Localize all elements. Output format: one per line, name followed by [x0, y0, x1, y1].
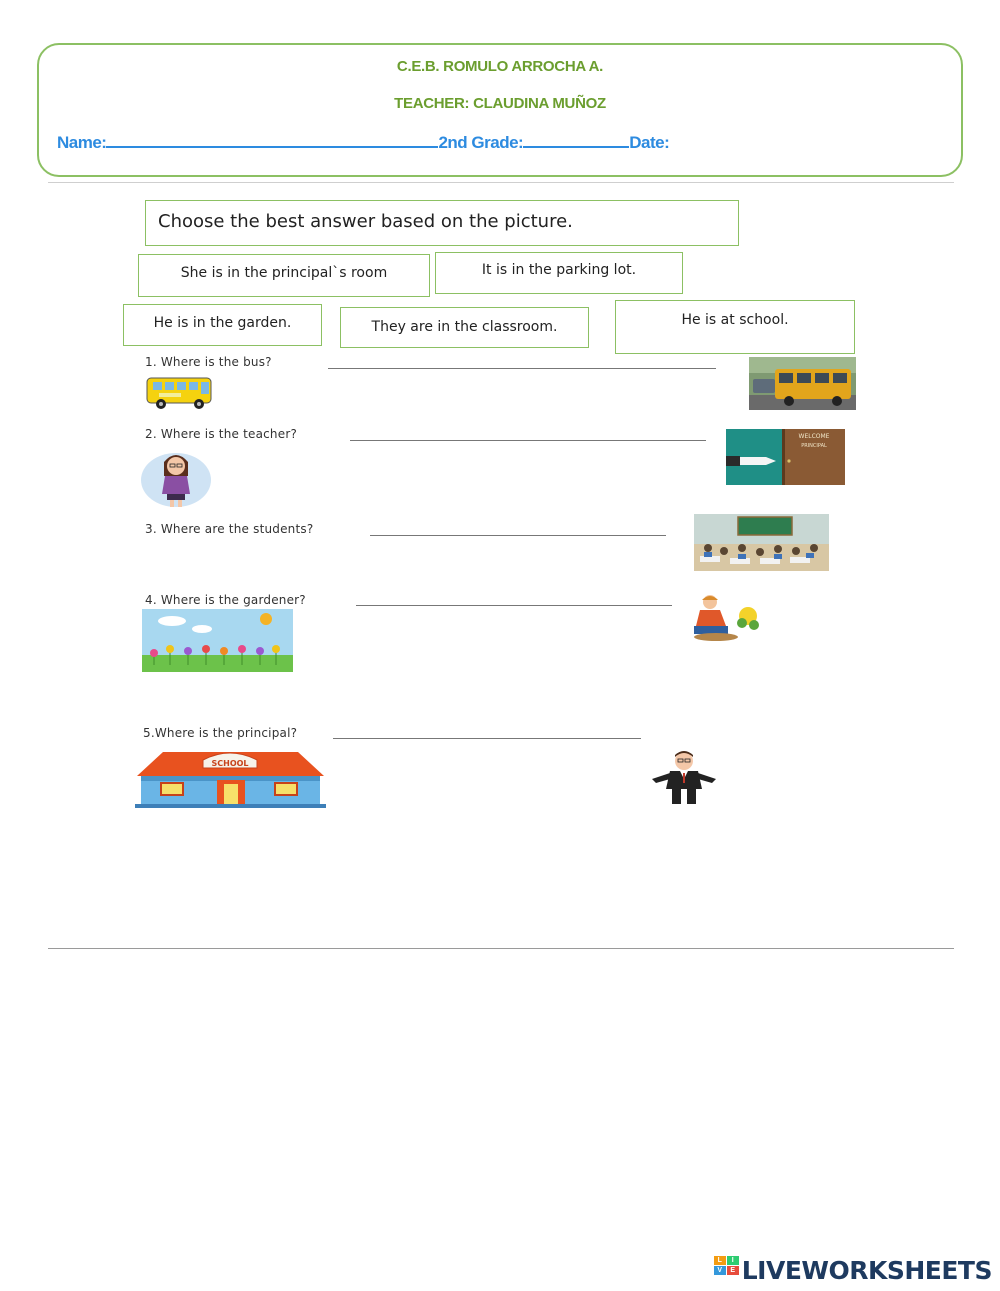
option-classroom[interactable]: They are in the classroom. — [340, 307, 589, 348]
option-parking-lot[interactable]: It is in the parking lot. — [435, 252, 683, 294]
date-label: Date: — [629, 133, 670, 152]
option-principals-room[interactable]: She is in the principal`s room — [138, 254, 430, 297]
question-3: 3. Where are the students? — [145, 522, 314, 536]
liveworksheets-logo — [714, 1256, 992, 1285]
answer-blank-1[interactable] — [328, 368, 716, 369]
instruction-box: Choose the best answer based on the picture. — [145, 200, 739, 246]
question-4: 4. Where is the gardener? — [145, 593, 306, 607]
parking-lot-photo — [749, 357, 856, 410]
principal-room-photo — [726, 429, 845, 485]
answer-blank-5[interactable] — [333, 738, 641, 739]
header-divider — [48, 182, 954, 183]
classroom-photo — [694, 514, 829, 571]
grade-label: 2nd Grade: — [438, 133, 524, 152]
option-garden[interactable]: He is in the garden. — [123, 304, 322, 346]
option-at-school[interactable]: He is at school. — [615, 300, 855, 354]
answer-blank-4[interactable] — [356, 605, 672, 606]
school-building-icon — [135, 746, 326, 808]
door-sign-subtext: PRINCIPAL — [801, 443, 827, 449]
question-1: 1. Where is the bus? — [145, 355, 272, 369]
name-label: Name: — [57, 133, 107, 152]
answer-blank-2[interactable] — [350, 440, 706, 441]
school-sign-text: SCHOOL — [211, 759, 249, 768]
question-5: 5.Where is the principal? — [143, 726, 298, 740]
name-row — [57, 132, 669, 153]
garden-picture — [142, 609, 293, 672]
door-sign-text: WELCOME — [798, 433, 830, 440]
answer-blank-3[interactable] — [370, 535, 666, 536]
school-bus-icon — [145, 375, 215, 411]
principal-icon — [646, 749, 723, 806]
logo-blocks-icon: L I V E — [714, 1256, 739, 1285]
grade-blank[interactable] — [523, 132, 629, 148]
teacher-icon — [140, 446, 212, 508]
question-2: 2. Where is the teacher? — [145, 427, 298, 441]
name-blank[interactable] — [106, 132, 438, 148]
gardener-icon — [686, 592, 768, 642]
page-divider — [48, 948, 954, 949]
logo-text: LIVEWORKSHEETS — [741, 1256, 992, 1285]
school-name: C.E.B. ROMULO ARROCHA A. — [396, 58, 604, 75]
teacher-name: TEACHER: CLAUDINA MUÑOZ — [394, 95, 606, 112]
